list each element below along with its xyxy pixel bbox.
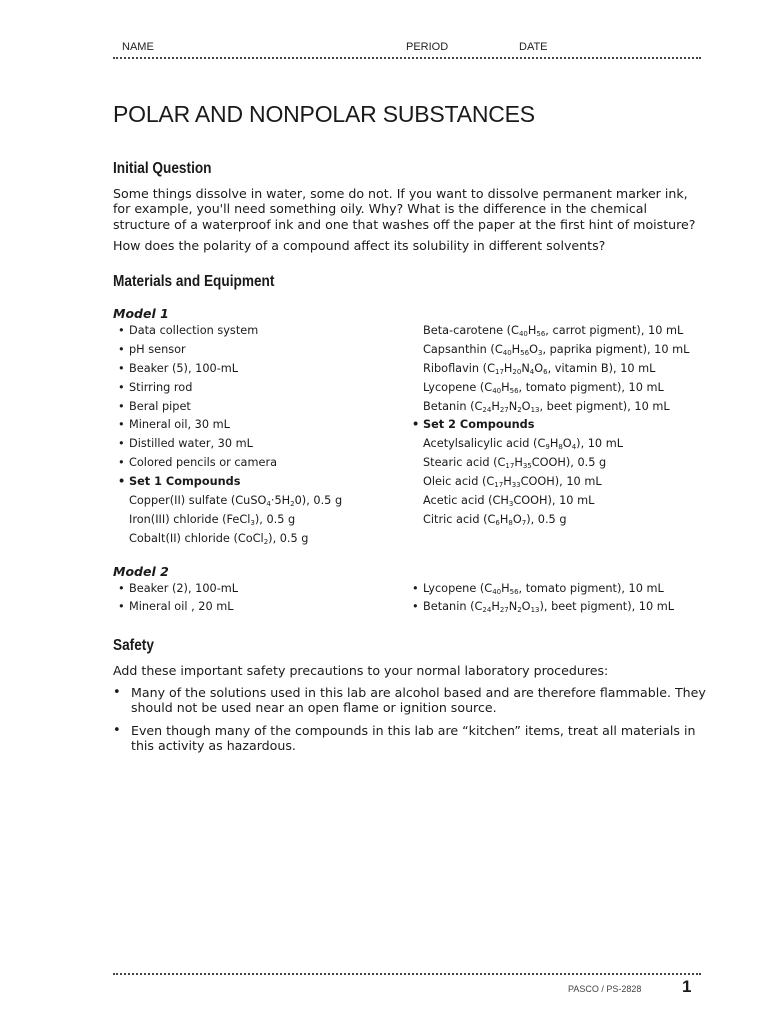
page-title: POLAR AND NONPOLAR SUBSTANCES bbox=[113, 101, 535, 127]
period-label: PERIOD bbox=[406, 41, 449, 53]
safety-bullet: Many of the solutions used in this lab are alcohol based and are therefore flammable. They should not be used near an open flame or ignition source. bbox=[131, 685, 706, 716]
set2-compounds-heading: • Set 2 Compounds bbox=[423, 418, 535, 432]
materials-heading: Materials and Equipment bbox=[113, 273, 275, 290]
model1-label: Model 1 bbox=[113, 306, 169, 321]
list-item: • Beral pipet bbox=[129, 400, 191, 414]
safety-bullet: Even though many of the compounds in this lab are “kitchen” items, treat all materials in this activity as hazardous. bbox=[131, 723, 696, 754]
list-item: Iron(III) chloride (FeCl$_3$), 0.5 g bbox=[129, 513, 296, 527]
bullet-icon: • bbox=[113, 685, 121, 700]
date-label: DATE bbox=[519, 41, 548, 53]
list-item: Cobalt(II) chloride (CoCl$_2$), 0.5 g bbox=[129, 532, 309, 546]
safety-heading: Safety bbox=[113, 637, 154, 654]
page-number: 1 bbox=[682, 977, 692, 996]
list-item: Acetic acid $(CH_3COOH)$, 10 mL bbox=[423, 494, 595, 508]
list-item: • Distilled water, 30 mL bbox=[129, 437, 253, 451]
list-item: • Mineral oil , 20 mL bbox=[129, 600, 234, 614]
initial-question-heading: Initial Question bbox=[113, 160, 212, 177]
list-item: • Beaker (5), 100-mL bbox=[129, 362, 238, 376]
list-item: Citric acid $(C_6H_8O_7)$, 0.5 g bbox=[423, 513, 567, 527]
list-item: • Colored pencils or camera bbox=[129, 456, 277, 470]
list-item: Oleic acid $(C_{17}H_{33}COOH)$, 10 mL bbox=[423, 475, 602, 489]
polarity-question-paragraph: How does the polarity of a compound affect its solubility in different solvents? bbox=[113, 238, 606, 253]
bullet-icon: • bbox=[113, 723, 121, 738]
list-item: • Lycopene ($C_{40}H_{56}$, tomato pigment), 10 mL bbox=[423, 582, 664, 596]
list-item: Copper(II) sulfate $(CuSO_4\cdot 5H_20)$, 0.5 g bbox=[129, 494, 343, 508]
list-item: • Betanin $(C_{24}H_{27}N_2O_{13})$, beet pigment), 10 mL bbox=[423, 600, 674, 614]
list-item: Stearic acid $(C_{17}H_{35}COOH)$, 0.5 g bbox=[423, 456, 607, 470]
list-item: Lycopene ($C_{40}H_{56}$, tomato pigment), 10 mL bbox=[423, 381, 664, 395]
list-item: • pH sensor bbox=[129, 343, 186, 357]
list-item: • Stirring rod bbox=[129, 381, 192, 395]
set1-compounds-heading: • Set 1 Compounds bbox=[129, 475, 241, 489]
list-item: • Mineral oil, 30 mL bbox=[129, 418, 230, 432]
list-item: Capsanthin ($C_{40}H_{56}O_3$, paprika pigment), 10 mL bbox=[423, 343, 690, 357]
list-item: Acetylsalicylic acid $(C_9H_8O_4)$, 10 mL bbox=[423, 437, 624, 451]
list-item: Beta-carotene ($C_{40}H_{56}$, carrot pigment), 10 mL bbox=[423, 324, 684, 338]
list-item: • Beaker (2), 100-mL bbox=[129, 582, 238, 596]
initial-question-paragraph: Some things dissolve in water, some do not. If you want to dissolve permanent marker ink, for example, you'll need something oily. Why? What is the difference in the chemical structure of a waterproof ink and one that washes off the paper at the first hint of moisture? bbox=[113, 186, 696, 232]
header-divider bbox=[113, 57, 701, 59]
list-item: Betanin ($C_{24}H_{27}N_2O_{13}$, beet pigment), 10 mL bbox=[423, 400, 670, 414]
safety-intro: Add these important safety precautions to your normal laboratory procedures: bbox=[113, 663, 609, 678]
name-label: NAME bbox=[122, 41, 154, 53]
list-item: Riboflavin ($C_{17}H_{20}N_4O_6$, vitamin B), 10 mL bbox=[423, 362, 656, 376]
footer-source: PASCO / PS-2828 bbox=[568, 984, 642, 994]
model2-label: Model 2 bbox=[113, 564, 169, 579]
footer-divider bbox=[113, 973, 701, 975]
list-item: • Data collection system bbox=[129, 324, 258, 338]
